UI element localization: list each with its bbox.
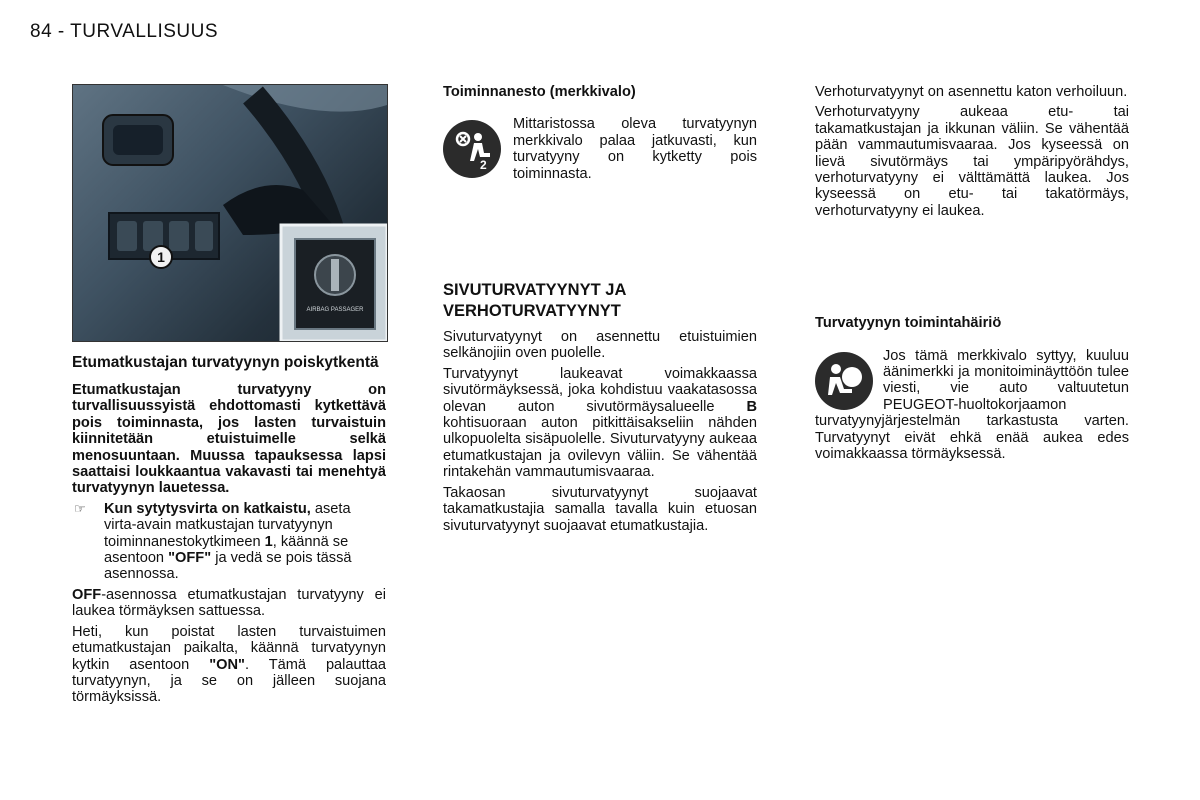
on-position-paragraph: Heti, kun poistat lasten turvaistuimen etumatkustajan paikalta, käännä turvatyynyn kytkin asentoon "ON". Tämä palauttaa turvatyynyn, ja se on jälleen suojana törmäyksissä. [72,623,386,706]
warning-paragraph: Etumatkustajan turvatyyny on turvallisuussyistä ehdottomasti kytkettävä pois toiminnasta, jos lasten turvaistuin kiinnitetään etuistuimelle selkä menosuuntaan. Muussa tapauksessa lapsi saattaisi loukkaantua vakavasti tai menehtyä turvatyynyn lauetessa. [72,382,386,497]
page-header: 84 - TURVALLISUUS [30,21,219,42]
column-middle [443,84,757,538]
svg-text:2: 2 [480,158,487,172]
column-right [815,84,1129,467]
airbag-warning-icon [815,352,873,410]
off-position-paragraph: OFF-asennossa etumatkustajan turvatyyny ei laukea törmäyksen sattuessa. [72,586,386,620]
airbag-off-warning-icon [443,120,501,178]
side-airbags-paragraph-2: Turvatyynyt laukeavat voimakkaassa sivutörmäyksessä, joka kohdistuu vaakatasossa olevan auton sivutörmäysalueelle B kohtisuoraan auton pitkittäisakseliin nähden ulkopuolelta sisäpuolelle. Sivuturvatyyny aukeaa etumatkustajan ja ovilevyn väliin. Se vähentää rintakehän vammautumisvaaraa. [443,365,757,481]
column-left [72,84,386,710]
dashboard-illustration [73,85,387,341]
side-airbags-heading: SIVUTURVATYYNYT JA VERHOTURVATYYNYT [443,281,627,321]
malfunction-warning-text: Jos tämä merkkivalo syttyy, kuuluu äänimerkki ja monitoiminäyttöön tulee viesti, vie auto valtuutetun PEUGEOT-huoltokorjaamon turvatyynyjärjestelmän tarkastusta varten. Turvatyynyt eivät ehkä enää aukea edes voimakkaassa törmäyksessä. [815,347,1129,463]
deactivation-warning-block [443,116,757,182]
pointing-hand-icon: ☞ [74,500,86,516]
deactivation-warning-text: Mittaristossa oleva turvatyynyn merkkivalo palaa jatkuvasti, kun turvatyyny on kytketty pois toiminnasta. [513,116,757,182]
malfunction-label: Turvatyynyn toimintahäiriö [815,315,1002,332]
inset-label: AIRBAG PASSAGER [306,307,364,313]
side-airbags-paragraph-1: Sivuturvatyynyt on asennettu etuistuimien selkänojiin oven puolelle. [443,329,757,362]
dashboard-photo [72,84,388,342]
deactivation-warning-label: Toiminnanesto (merkkivalo) [443,84,636,100]
curtain-airbags-paragraph-1: Verhoturvatyynyt on asennettu katon verhoiluun. [815,84,1128,100]
malfunction-warning-block [815,348,1129,463]
curtain-airbags-paragraph-2: Verhoturvatyyny aukeaa etu- tai takamatkustajan ja ikkunan väliin. Se vähentää pään vammautumisvaaraa. Jos kyseessä on lievä sivutörmäys tai ympäripyörähdys, verhoturvatyyny ei välttämättä laukea. Jos kyseessä on etu- tai takatörmäys, verhoturvatyyny ei laukea. [815,104,1129,219]
photo-callout-number: 1 [157,249,165,265]
bullet-item [72,501,386,583]
side-airbags-paragraph-3: Takaosan sivuturvatyynyt suojaavat takamatkustajia samalla tavalla kuin etuosan sivuturvatyynyt suojaavat etumatkustajia. [443,484,757,534]
bullet-text: Kun sytytysvirta on katkaistu, aseta virta-avain matkustajan turvatyynyn toiminnanestokytkimeen 1, käännä se asentoon "OFF" ja vedä se pois tässä asennossa. [104,500,352,583]
section-heading-deactivation: Etumatkustajan turvatyynyn poiskytkentä [72,354,379,371]
